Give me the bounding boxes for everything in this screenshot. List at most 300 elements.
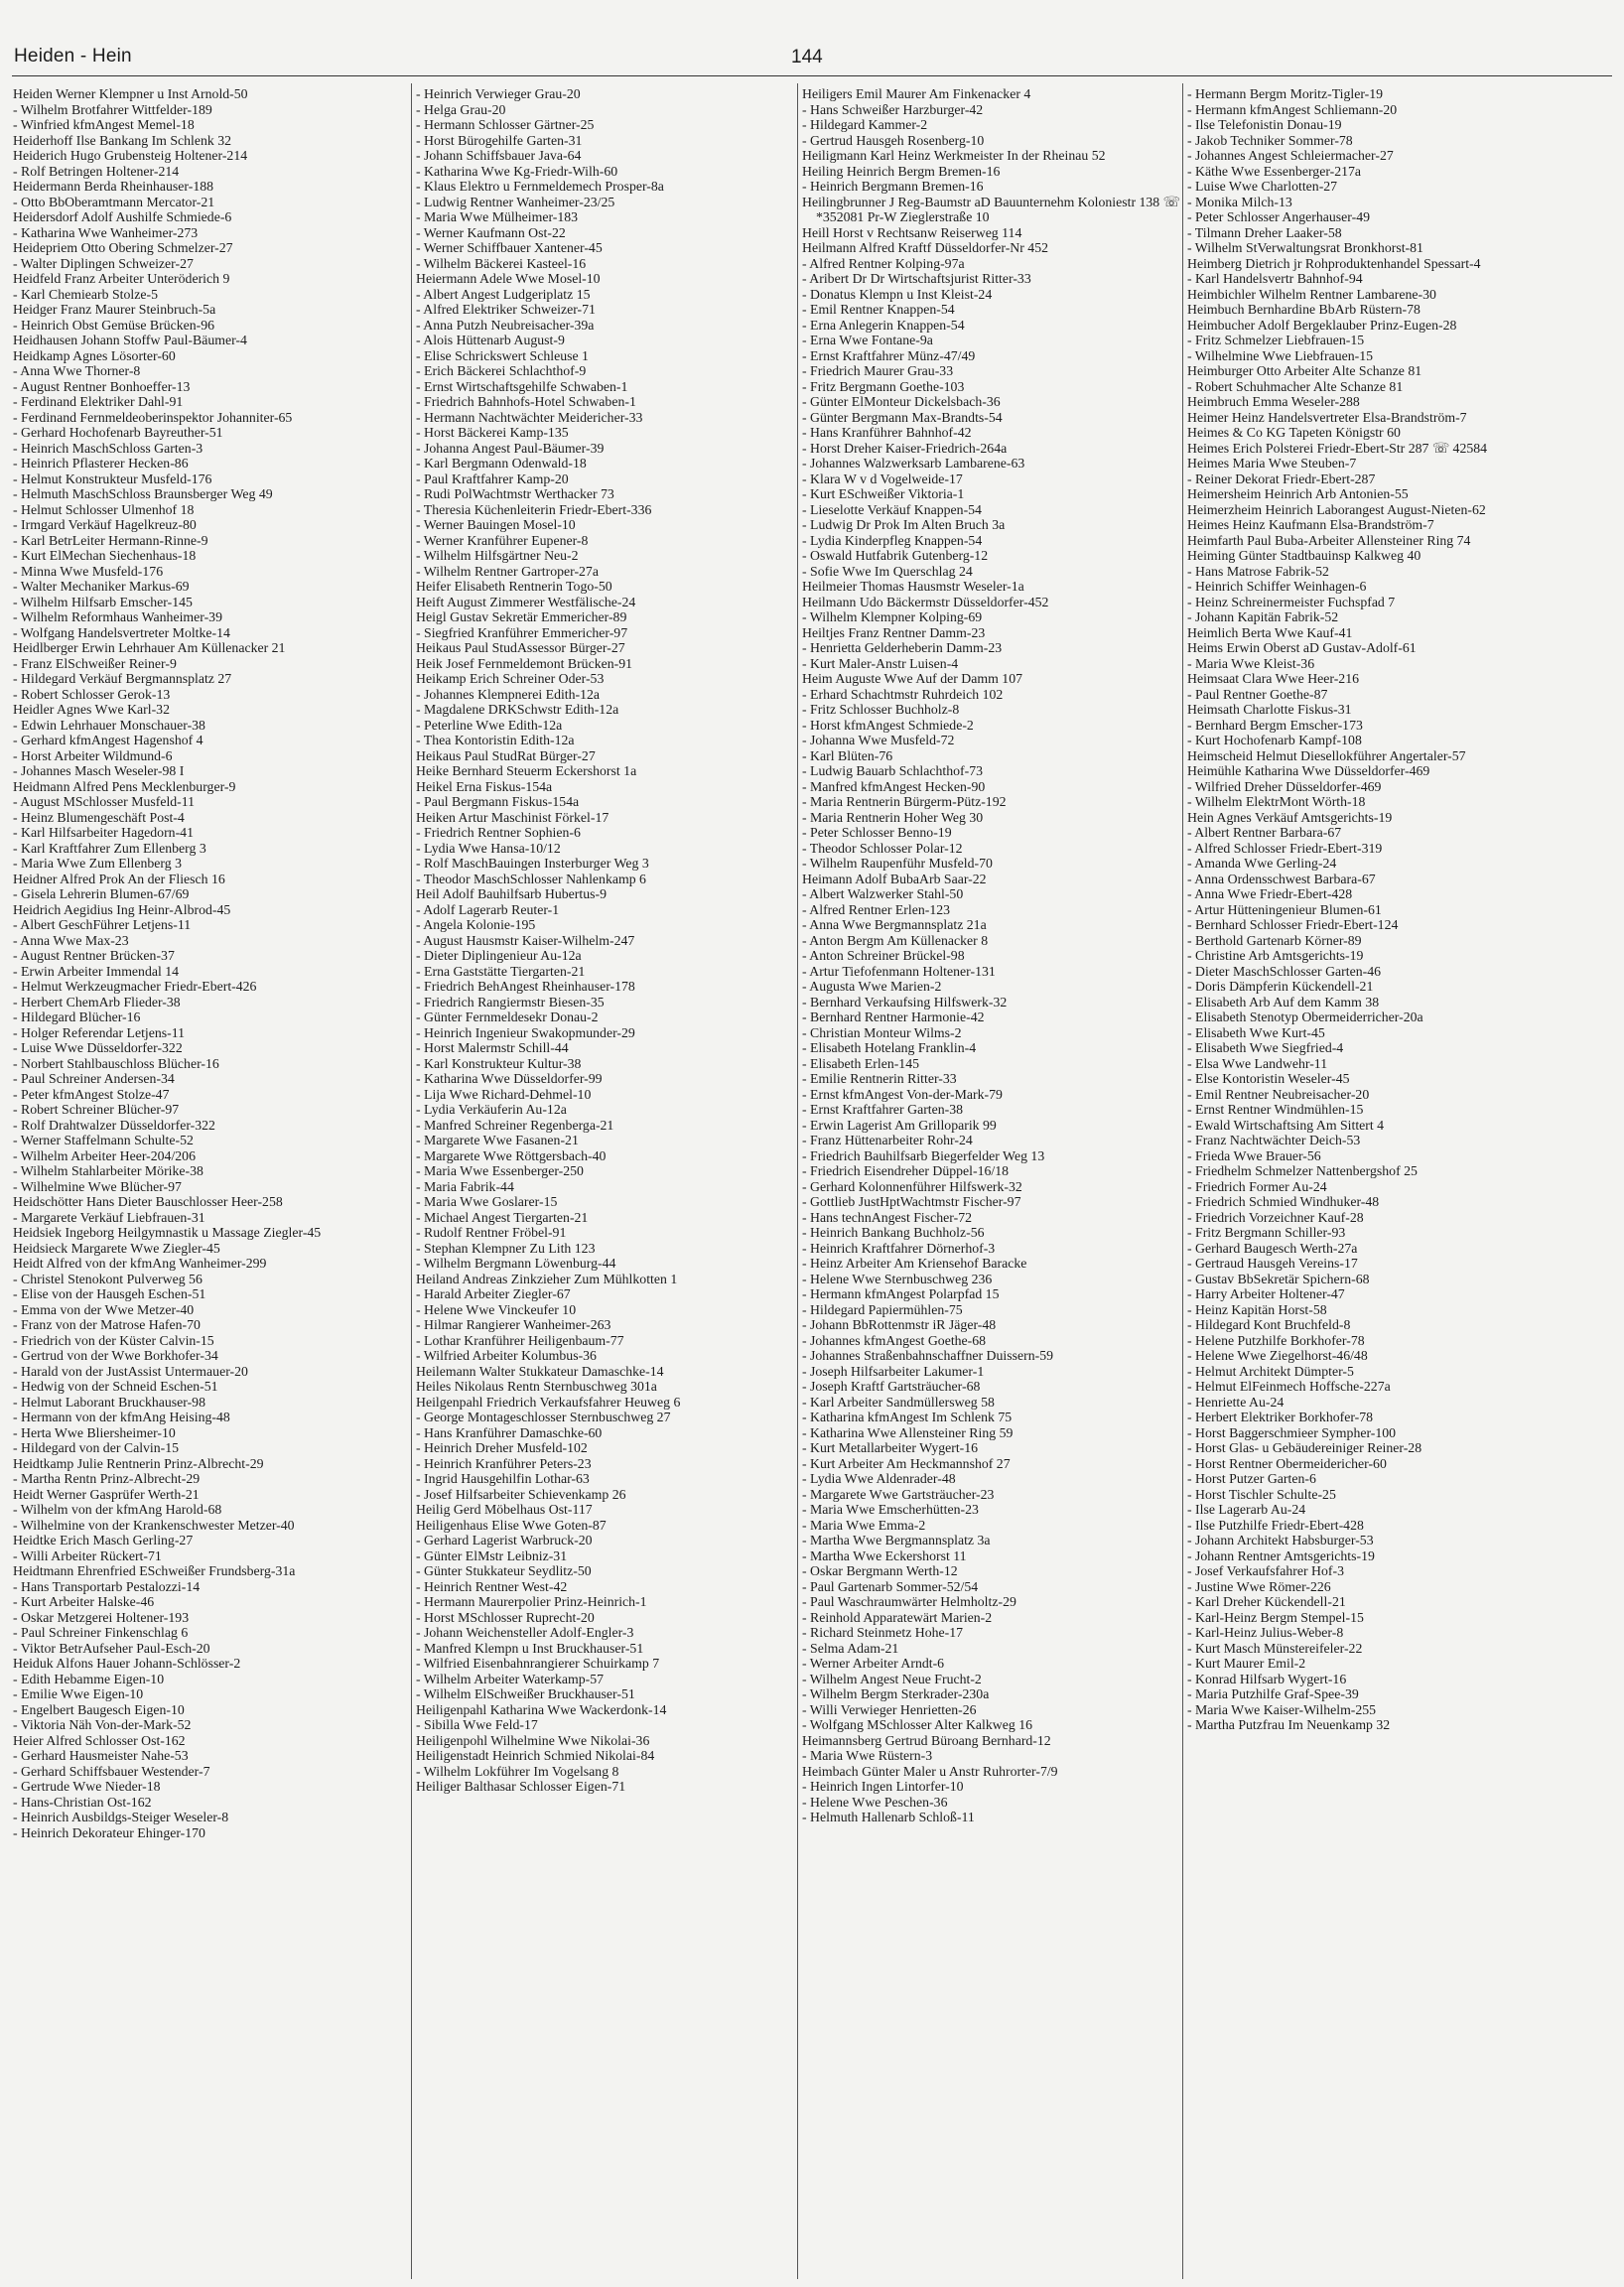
directory-entry: - August MSchlosser Musfeld-11 [13, 794, 196, 809]
directory-entry: - Winfried kfmAngest Memel-18 [13, 117, 195, 132]
directory-entry: Heidkamp Agnes Lösorter-60 [13, 347, 176, 363]
directory-entry: Heiligenstadt Heinrich Schmied Nikolai-84 [416, 1748, 655, 1763]
directory-entry: - Katharina Wwe Düsseldorfer-99 [416, 1071, 603, 1086]
directory-entry: - Willi Arbeiter Rückert-71 [13, 1547, 162, 1563]
directory-entry: - Anna Wwe Bergmannsplatz 21a [802, 917, 987, 932]
directory-entry: - Heinz Blumengeschäft Post-4 [13, 809, 185, 825]
directory-entry: Heimbichler Wilhelm Rentner Lambarene-30 [1187, 286, 1436, 302]
directory-entry: - Heinrich Kraftfahrer Dörnerhof-3 [802, 1240, 996, 1256]
directory-entry: - Wilhelmine Wwe Blücher-97 [13, 1178, 182, 1194]
directory-entry: - Willi Verwieger Henrietten-26 [802, 1701, 977, 1717]
directory-entry: - Erich Bäckerei Schlachthof-9 [416, 363, 587, 378]
directory-entry: - Bernhard Bergm Emscher-173 [1187, 717, 1363, 733]
directory-entry: - Manfred kfmAngest Hecken-90 [802, 778, 986, 794]
directory-entry: - Helmut Werkzeugmacher Friedr-Ebert-426 [13, 979, 257, 994]
directory-entry: - Hermann Bergm Moritz-Tigler-19 [1187, 86, 1384, 101]
directory-entry: - Frieda Wwe Brauer-56 [1187, 1147, 1321, 1163]
directory-entry: Heidt Alfred von der kfmAng Wanheimer-299 [13, 1256, 267, 1271]
directory-entry: - Hans Kranführer Damaschke-60 [416, 1424, 603, 1440]
directory-entry: - Horst Bürogehilfe Garten-31 [416, 132, 583, 148]
directory-entry: Hein Agnes Verkäuf Amtsgerichts-19 [1187, 809, 1393, 825]
directory-entry: - Elsa Wwe Landwehr-11 [1187, 1055, 1328, 1071]
directory-entry: Heikel Erna Fiskus-154a [416, 778, 553, 794]
directory-entry: - Michael Angest Tiergarten-21 [416, 1209, 589, 1225]
directory-entry: - Emma von der Wwe Metzer-40 [13, 1301, 195, 1317]
directory-entry: - Viktoria Näh Von-der-Mark-52 [13, 1717, 192, 1732]
directory-entry: - Peter kfmAngest Stolze-47 [13, 1086, 170, 1102]
directory-entry: - Edwin Lehrhauer Monschauer-38 [13, 717, 205, 733]
directory-entry: - Luise Wwe Charlotten-27 [1187, 179, 1338, 194]
directory-entry: - Hermann Nachtwächter Meidericher-33 [416, 409, 643, 425]
directory-entry: - Hermann Maurerpolier Prinz-Heinrich-1 [416, 1594, 647, 1609]
directory-entry: Heidger Franz Maurer Steinbruch-5a [13, 302, 216, 317]
directory-entry: - Heinrich Verwieger Grau-20 [416, 86, 581, 101]
directory-entry: - Gustav BbSekretär Spichern-68 [1187, 1271, 1370, 1286]
directory-entry: - Martha Rentn Prinz-Albrecht-29 [13, 1471, 201, 1486]
directory-entry: - Wilhelm Klempner Kolping-69 [802, 609, 983, 624]
directory-entry: - Wilhelm Raupenführ Musfeld-70 [802, 856, 993, 871]
directory-entry: Heim Auguste Wwe Auf der Damm 107 [802, 671, 1022, 686]
directory-entry: - Walter Mechaniker Markus-69 [13, 579, 190, 594]
directory-entry: - Fritz Bergmann Goethe-103 [802, 378, 965, 394]
directory-entry: - Werner Arbeiter Arndt-6 [802, 1656, 945, 1671]
directory-entry: - Albert Angest Ludgeriplatz 15 [416, 286, 591, 302]
directory-entry: - Paul Waschraumwärter Helmholtz-29 [802, 1594, 1016, 1609]
directory-entry: - Paul Kraftfahrer Kamp-20 [416, 471, 569, 486]
directory-entry: - Rolf Drahtwalzer Düsseldorfer-322 [13, 1117, 215, 1133]
directory-entry: Heiermann Adele Wwe Mosel-10 [416, 271, 601, 286]
directory-entry: - Katharina Wwe Kg-Friedr-Wilh-60 [416, 163, 618, 179]
directory-entry: - Friedrich von der Küster Calvin-15 [13, 1332, 214, 1348]
directory-entry: - Bernhard Rentner Harmonie-42 [802, 1009, 985, 1024]
directory-entry: - Lija Wwe Richard-Dehmel-10 [416, 1086, 592, 1102]
directory-entry: - Johannes Klempnerei Edith-12a [416, 686, 601, 702]
directory-entry: Heilig Gerd Möbelhaus Ost-117 [416, 1502, 593, 1517]
directory-entry: - Martha Putzfrau Im Neuenkamp 32 [1187, 1717, 1391, 1732]
directory-entry: - Katharina Wwe Allensteiner Ring 59 [802, 1424, 1014, 1440]
directory-entry: - Tilmann Dreher Laaker-58 [1187, 224, 1342, 240]
directory-entry: - Monika Milch-13 [1187, 194, 1292, 209]
directory-entry: - Lieselotte Verkäuf Knappen-54 [802, 501, 982, 517]
directory-entry: - Katharina Wwe Wanheimer-273 [13, 224, 199, 240]
directory-entry: - Karl Chemiearb Stolze-5 [13, 286, 158, 302]
directory-entry: Heiden Werner Klempner u Inst Arnold-50 [13, 86, 248, 101]
directory-entry: - Heinrich Dekorateur Ehinger-170 [13, 1824, 205, 1840]
directory-entry: - Maria Wwe Mülheimer-183 [416, 209, 579, 224]
directory-entry: - Ludwig Dr Prok Im Alten Bruch 3a [802, 517, 1006, 532]
directory-entry: Heimsaat Clara Wwe Heer-216 [1187, 671, 1360, 686]
directory-entry: Heidersdorf Adolf Aushilfe Schmiede-6 [13, 209, 232, 224]
directory-entry: - Wilhelm Rentner Gartroper-27a [416, 563, 599, 579]
directory-entry: Heimer Heinz Handelsvertreter Elsa-Brandström-7 [1187, 409, 1467, 425]
directory-entry: - Horst Bäckerei Kamp-135 [416, 425, 569, 440]
directory-entry: - Horst MSchlosser Ruprecht-20 [416, 1609, 595, 1625]
directory-entry: - Albert Rentner Barbara-67 [1187, 825, 1342, 840]
directory-entry: - Paul Bergmann Fiskus-154a [416, 794, 580, 809]
directory-entry: - Paul Rentner Goethe-87 [1187, 686, 1328, 702]
directory-entry: - Günter Stukkateur Seydlitz-50 [416, 1563, 592, 1578]
directory-entry: - Hans technAngest Fischer-72 [802, 1209, 972, 1225]
directory-entry: - Horst Putzer Garten-6 [1187, 1471, 1316, 1486]
directory-entry: - Gerhard Hochofenarb Bayreuther-51 [13, 425, 223, 440]
directory-entry: Heiken Artur Maschinist Förkel-17 [416, 809, 609, 825]
directory-entry: - Helene Wwe Sternbuschweg 236 [802, 1271, 993, 1286]
directory-entry: - Lydia Kinderpfleg Knappen-54 [802, 532, 983, 548]
directory-entry: Heifer Elisabeth Rentnerin Togo-50 [416, 579, 612, 594]
directory-entry: - Otto BbOberamtmann Mercator-21 [13, 194, 215, 209]
directory-entry: Heimes Heinz Kaufmann Elsa-Brandström-7 [1187, 517, 1434, 532]
directory-entry: - Heinrich Bergmann Bremen-16 [802, 179, 984, 194]
directory-entry: Heidschötter Hans Dieter Bauschlosser Heer-258 [13, 1194, 283, 1209]
directory-entry: - Klara W v d Vogelweide-17 [802, 471, 963, 486]
directory-entry: Heiland Andreas Zinkzieher Zum Mühlkotten 1 [416, 1271, 678, 1286]
directory-entry: - Helmut Konstrukteur Musfeld-176 [13, 471, 212, 486]
directory-entry: Heilgenpahl Friedrich Verkaufsfahrer Heuweg 6 [416, 1394, 681, 1410]
directory-entry: Heiltjes Franz Rentner Damm-23 [802, 624, 986, 640]
directory-entry: - Johanna Angest Paul-Bäumer-39 [416, 440, 605, 456]
directory-entry: - Harald von der JustAssist Untermauer-20 [13, 1363, 248, 1379]
directory-entry: - Friedrich Bauhilfsarb Biegerfelder Weg 13 [802, 1147, 1045, 1163]
directory-entry: - Reiner Dekorat Friedr-Ebert-287 [1187, 471, 1376, 486]
directory-entry: Heiderich Hugo Grubensteig Holtener-214 [13, 148, 248, 163]
directory-entry: - Heinrich Dreher Musfeld-102 [416, 1440, 588, 1455]
directory-entry: - Günter Bergmann Max-Brandts-54 [802, 409, 1003, 425]
directory-entry: - Maria Putzhilfe Graf-Spee-39 [1187, 1686, 1359, 1701]
directory-entry: - Theodor MaschSchlosser Nahlenkamp 6 [416, 871, 646, 886]
directory-entry: - Wilhelm Lokführer Im Vogelsang 8 [416, 1763, 619, 1779]
directory-entry: - Gisela Lehrerin Blumen-67/69 [13, 886, 190, 901]
directory-entry: - Helmut ElFeinmech Hoffsche-227a [1187, 1379, 1391, 1394]
directory-entry: - Ilse Lagerarb Au-24 [1187, 1502, 1306, 1517]
directory-entry: - Gerhard Baugesch Werth-27a [1187, 1240, 1358, 1256]
directory-entry: - Johannes Masch Weseler-98 I [13, 763, 185, 778]
directory-entry: Heift August Zimmerer Westfälische-24 [416, 594, 636, 609]
directory-entry: Heikamp Erich Schreiner Oder-53 [416, 671, 605, 686]
directory-entry: - Heinz Kapitän Horst-58 [1187, 1301, 1327, 1317]
directory-entry: - Erwin Lagerist Am Grilloparik 99 [802, 1117, 997, 1133]
directory-entry: - Sofie Wwe Im Querschlag 24 [802, 563, 973, 579]
directory-entry: - Ludwig Rentner Wanheimer-23/25 [416, 194, 615, 209]
directory-entry: - Helmuth Hallenarb Schloß-11 [802, 1810, 975, 1824]
directory-entry: - Johannes Straßenbahnschaffner Duissern-59 [802, 1348, 1053, 1363]
directory-entry: - Elisabeth Wwe Kurt-45 [1187, 1024, 1325, 1040]
directory-entry: - Heinrich Ingenieur Swakopmunder-29 [416, 1024, 635, 1040]
directory-entry: - Wilhelm Arbeiter Heer-204/206 [13, 1147, 196, 1163]
directory-entry: Heidfeld Franz Arbeiter Unteröderich 9 [13, 271, 230, 286]
directory-entry: - Gerhard Schiffsbauer Westender-7 [13, 1763, 210, 1779]
directory-entry: - Hans Kranführer Bahnhof-42 [802, 425, 972, 440]
directory-entry: - Hildegard Papiermühlen-75 [802, 1301, 963, 1317]
directory-entry: Heiligmann Karl Heinz Werkmeister In der Rheinau 52 [802, 148, 1106, 163]
directory-entry: - Wilfried Eisenbahnrangierer Schuirkamp 7 [416, 1656, 660, 1671]
directory-entry: - Heinrich Pflasterer Hecken-86 [13, 456, 189, 471]
directory-entry: - Henrietta Gelderheberin Damm-23 [802, 640, 1003, 655]
directory-entry: - Emil Rentner Neubreisacher-20 [1187, 1086, 1370, 1102]
directory-entry: - Joseph Hilfsarbeiter Lakumer-1 [802, 1363, 985, 1379]
directory-entry: - Hildegard Blücher-16 [13, 1009, 141, 1024]
directory-entry: - Erna Wwe Fontane-9a [802, 333, 933, 347]
directory-entry: - Paul Gartenarb Sommer-52/54 [802, 1578, 979, 1594]
directory-entry: Heidtkamp Julie Rentnerin Prinz-Albrecht-29 [13, 1455, 264, 1471]
directory-entry: Heier Alfred Schlosser Ost-162 [13, 1732, 186, 1748]
directory-entry: - Kurt ESchweißer Viktoria-1 [802, 486, 965, 501]
directory-entry: - Martha Wwe Eckershorst 11 [802, 1547, 967, 1563]
header-rule [12, 75, 1612, 76]
directory-entry: - Joseph Kraftf Gartsträucher-68 [802, 1379, 981, 1394]
directory-entry: Heimannsberg Gertrud Büroang Bernhard-12 [802, 1732, 1051, 1748]
directory-entry: - Johann Weichensteller Adolf-Engler-3 [416, 1625, 634, 1640]
directory-entry: - Margarete Verkäuf Liebfrauen-31 [13, 1209, 205, 1225]
directory-entry: - Albert Walzwerker Stahl-50 [802, 886, 964, 901]
directory-entry: - Robert Schuhmacher Alte Schanze 81 [1187, 378, 1404, 394]
directory-entry: - Heinrich Bankang Buchholz-56 [802, 1225, 985, 1240]
directory-entry: - Wilhelm Stahlarbeiter Mörike-38 [13, 1163, 203, 1178]
directory-entry: - Helene Wwe Vinckeufer 10 [416, 1301, 577, 1317]
directory-entry: - Herbert Elektriker Borkhofer-78 [1187, 1410, 1374, 1424]
directory-entry: - Horst Baggerschmieer Sympher-100 [1187, 1424, 1397, 1440]
directory-entry: - Maria Wwe Goslarer-15 [416, 1194, 558, 1209]
directory-entry: - Karl Arbeiter Sandmüllersweg 58 [802, 1394, 995, 1410]
directory-entry: - Wilhelm Brotfahrer Wittfelder-189 [13, 101, 212, 117]
directory-entry: - Wilhelm Bergm Sterkrader-230a [802, 1686, 990, 1701]
directory-entry: - Klaus Elektro u Fernmeldemech Prosper-8a [416, 179, 664, 194]
directory-entry: Heimbuch Bernhardine BbArb Rüstern-78 [1187, 302, 1421, 317]
directory-entry: - Gerhard kfmAngest Hagenshof 4 [13, 733, 203, 747]
directory-entry: Heimfarth Paul Buba-Arbeiter Allensteiner Ring 74 [1187, 532, 1471, 548]
directory-entry: - Manfred Schreiner Regenberga-21 [416, 1117, 614, 1133]
directory-entry: - Wolfgang Handelsvertreter Moltke-14 [13, 624, 230, 640]
directory-entry: - Friedrich Former Au-24 [1187, 1178, 1327, 1194]
directory-entry: - Hans Transportarb Pestalozzi-14 [13, 1578, 201, 1594]
directory-entry: - Artur Hütteningenieur Blumen-61 [1187, 901, 1382, 917]
directory-entry: - Edith Hebamme Eigen-10 [13, 1671, 165, 1686]
directory-entry: Heimscheid Helmut Diesellokführer Angertaler-57 [1187, 747, 1466, 763]
directory-entry: - Maria Wwe Rüstern-3 [802, 1748, 933, 1763]
directory-entry: - Friedrich Bahnhofs-Hotel Schwaben-1 [416, 394, 636, 409]
directory-entry: Heimburger Otto Arbeiter Alte Schanze 81 [1187, 363, 1422, 378]
directory-entry: Heimühle Katharina Wwe Düsseldorfer-469 [1187, 763, 1430, 778]
directory-entry: - Peter Schlosser Benno-19 [802, 825, 952, 840]
directory-entry: - Alfred Rentner Erlen-123 [802, 901, 951, 917]
directory-entry: - Rolf Betringen Holtener-214 [13, 163, 180, 179]
directory-entry: Heikaus Paul StudRat Bürger-27 [416, 747, 596, 763]
directory-entry: Heiliger Balthasar Schlosser Eigen-71 [416, 1779, 626, 1794]
directory-entry: - Hermann kfmAngest Schliemann-20 [1187, 101, 1398, 117]
directory-entry: - Hildegard Kont Bruchfeld-8 [1187, 1317, 1351, 1332]
directory-entry: - Elisabeth Arb Auf dem Kamm 38 [1187, 994, 1380, 1009]
directory-entry: - Walter Diplingen Schweizer-27 [13, 255, 194, 271]
directory-entry: - Hildegard Verkäuf Bergmannsplatz 27 [13, 671, 232, 686]
directory-entry: - Ilse Telefonistin Donau-19 [1187, 117, 1342, 132]
directory-entry: - Johann Architekt Habsburger-53 [1187, 1533, 1374, 1547]
directory-entry: - Katharina kfmAngest Im Schlenk 75 [802, 1410, 1013, 1424]
directory-entry: - Paul Schreiner Finkenschlag 6 [13, 1625, 189, 1640]
directory-entry: - Hans-Christian Ost-162 [13, 1794, 152, 1810]
directory-entry: - Harry Arbeiter Holtener-47 [1187, 1286, 1345, 1301]
directory-entry: Heimerzheim Heinrich Laborangest August-Nieten-62 [1187, 501, 1486, 517]
directory-entry: - Oskar Bergmann Werth-12 [802, 1563, 958, 1578]
directory-entry: - Friedrich Maurer Grau-33 [802, 363, 954, 378]
directory-entry: - Franz ElSchweißer Reiner-9 [13, 655, 177, 671]
directory-entry: - Albert GeschFührer Letjens-11 [13, 917, 192, 932]
directory-entry: - Kurt Hochofenarb Kampf-108 [1187, 733, 1362, 747]
directory-entry: - Wilhelmine Wwe Liebfrauen-15 [1187, 347, 1374, 363]
directory-entry: - Magdalene DRKSchwstr Edith-12a [416, 702, 619, 717]
directory-entry: - Heinrich Obst Gemüse Brücken-96 [13, 317, 215, 333]
directory-entry: Heiles Nikolaus Rentn Sternbuschweg 301a [416, 1379, 657, 1394]
directory-entry: Heikaus Paul StudAssessor Bürger-27 [416, 640, 625, 655]
directory-entry: - Heinz Arbeiter Am Kriensehof Baracke [802, 1256, 1027, 1271]
directory-entry: - Wilhelm Angest Neue Frucht-2 [802, 1671, 982, 1686]
directory-entry: - Christel Stenokont Pulverweg 56 [13, 1271, 203, 1286]
directory-entry: - Adolf Lagerarb Reuter-1 [416, 901, 560, 917]
directory-entry: - Karl Dreher Kückendell-21 [1187, 1594, 1346, 1609]
directory-entry: - Robert Schreiner Blücher-97 [13, 1102, 180, 1117]
directory-entry: Heimlich Berta Wwe Kauf-41 [1187, 624, 1353, 640]
directory-entry: Heimbach Günter Maler u Anstr Ruhrorter-7/9 [802, 1763, 1058, 1779]
directory-entry: - Werner Kranführer Eupener-8 [416, 532, 589, 548]
directory-entry: - Robert Schlosser Gerok-13 [13, 686, 171, 702]
directory-entry: - Heinrich Rentner West-42 [416, 1578, 568, 1594]
directory-entry: Heidhausen Johann Stoffw Paul-Bäumer-4 [13, 333, 247, 347]
directory-entry: - Helga Grau-20 [416, 101, 506, 117]
directory-entry: - Jakob Techniker Sommer-78 [1187, 132, 1353, 148]
directory-entry: - Doris Dämpferin Kückendell-21 [1187, 979, 1374, 994]
directory-entry: - Erwin Arbeiter Immendal 14 [13, 963, 180, 979]
directory-entry: - Christine Arb Amtsgerichts-19 [1187, 948, 1364, 963]
directory-entry: - Horst Rentner Obermeidericher-60 [1187, 1455, 1387, 1471]
directory-entry: - Helene Putzhilfe Borkhofer-78 [1187, 1332, 1365, 1348]
directory-entry: - Elise Schrickswert Schleuse 1 [416, 347, 589, 363]
directory-entry: - Margarete Wwe Gartsträucher-23 [802, 1486, 995, 1502]
directory-entry: Heiduk Alfons Hauer Johann-Schlösser-2 [13, 1656, 241, 1671]
directory-entry: - Hildegard Kammer-2 [802, 117, 928, 132]
directory-entry: - Emil Rentner Knappen-54 [802, 302, 955, 317]
directory-entry: - Erhard Schachtmstr Ruhrdeich 102 [802, 686, 1004, 702]
directory-entry: - Anna Ordensschwest Barbara-67 [1187, 871, 1376, 886]
directory-entry: Heimbucher Adolf Bergeklauber Prinz-Eugen-28 [1187, 317, 1457, 333]
directory-entry: - Alois Hüttenarb August-9 [416, 333, 565, 347]
directory-entry: Heidermann Berda Rheinhauser-188 [13, 179, 214, 194]
directory-entry: - Rudi PolWachtmstr Werthacker 73 [416, 486, 614, 501]
directory-entry: - Helmut Schlosser Ulmenhof 18 [13, 501, 195, 517]
directory-entry: - Selma Adam-21 [802, 1640, 899, 1656]
page-title: Heiden - Hein [14, 46, 132, 67]
directory-entry: - Werner Schiffbauer Xantener-45 [416, 240, 603, 255]
directory-entry: - Paul Schreiner Andersen-34 [13, 1071, 175, 1086]
directory-entry: - Minna Wwe Musfeld-176 [13, 563, 164, 579]
directory-entry: - Christian Monteur Wilms-2 [802, 1024, 962, 1040]
directory-entry: - Hildegard von der Calvin-15 [13, 1440, 180, 1455]
directory-entry: - Helmuth MaschSchloss Braunsberger Weg 49 [13, 486, 273, 501]
directory-entry: - Karl Hilfsarbeiter Hagedorn-41 [13, 825, 194, 840]
directory-entry: - Günter ElMonteur Dickelsbach-36 [802, 394, 1001, 409]
directory-entry: Heiligenpahl Katharina Wwe Wackerdonk-14 [416, 1701, 667, 1717]
directory-entry: - Elisabeth Wwe Siegfried-4 [1187, 1040, 1344, 1055]
directory-entry: Heimersheim Heinrich Arb Antonien-55 [1187, 486, 1409, 501]
directory-entry: - Friedrich BehAngest Rheinhauser-178 [416, 979, 635, 994]
directory-entry: - Ewald Wirtschaftsing Am Sittert 4 [1187, 1117, 1385, 1133]
directory-entry: Heidrich Aegidius Ing Heinr-Albrod-45 [13, 901, 231, 917]
directory-entry: - Hermann von der kfmAng Heising-48 [13, 1410, 230, 1424]
directory-entry: - Ferdinand Elektriker Dahl-91 [13, 394, 184, 409]
directory-entry: - Anton Bergm Am Küllenacker 8 [802, 932, 989, 948]
directory-entry: - Wilfried Arbeiter Kolumbus-36 [416, 1348, 597, 1363]
directory-entry: Heiligenhaus Elise Wwe Goten-87 [416, 1517, 607, 1533]
directory-entry: Heidsieck Margarete Wwe Ziegler-45 [13, 1240, 220, 1256]
directory-entry: - Kurt Arbeiter Am Heckmannshof 27 [802, 1455, 1011, 1471]
directory-entry: - Heinrich Ausbildgs-Steiger Weseler-8 [13, 1810, 229, 1824]
directory-entry: - Maria Fabrik-44 [416, 1178, 514, 1194]
directory-entry: - Gertrude Wwe Nieder-18 [13, 1779, 161, 1794]
directory-entry: - Maria Wwe Emma-2 [802, 1517, 926, 1533]
directory-entry: - Thea Kontoristin Edith-12a [416, 733, 575, 747]
directory-entry: - Ludwig Bauarb Schlachthof-73 [802, 763, 983, 778]
directory-entry: Heiligers Emil Maurer Am Finkenacker 4 [802, 86, 1031, 101]
directory-entry: - Wilhelm von der kfmAng Harold-68 [13, 1502, 222, 1517]
directory-entry: Heike Bernhard Steuerm Eckershorst 1a [416, 763, 637, 778]
directory-entry: - Horst kfmAngest Schmiede-2 [802, 717, 974, 733]
directory-entry: Heilmann Alfred Kraftf Düsseldorfer-Nr 452 [802, 240, 1048, 255]
directory-entry: - Franz Hüttenarbeiter Rohr-24 [802, 1133, 973, 1147]
directory-entry: - Karl Handelsvertr Bahnhof-94 [1187, 271, 1363, 286]
directory-entry: - Karl-Heinz Bergm Stempel-15 [1187, 1609, 1364, 1625]
directory-entry: - Luise Wwe Düsseldorfer-322 [13, 1040, 183, 1055]
directory-entry: - Dieter Diplingenieur Au-12a [416, 948, 582, 963]
directory-entry: - Gerhard Lagerist Warbruck-20 [416, 1533, 593, 1547]
directory-entry: - Friedrich Vorzeichner Kauf-28 [1187, 1209, 1364, 1225]
directory-entry: - Angela Kolonie-195 [416, 917, 536, 932]
directory-entry: - Margarete Wwe Röttgersbach-40 [416, 1147, 607, 1163]
directory-entry: - Alfred Elektriker Schweizer-71 [416, 302, 596, 317]
directory-entry: - Reinhold Apparatewärt Marien-2 [802, 1609, 993, 1625]
directory-entry: Heidler Agnes Wwe Karl-32 [13, 702, 170, 717]
directory-entry: - Wilhelm StVerwaltungsrat Bronkhorst-81 [1187, 240, 1423, 255]
directory-entry: Heill Horst v Rechtsanw Reiserweg 114 [802, 224, 1022, 240]
directory-entry: - Maria Rentnerin Hoher Weg 30 [802, 809, 984, 825]
directory-entry: - Hermann Schlosser Gärtner-25 [416, 117, 595, 132]
directory-entry: Heilmeier Thomas Hausmstr Weseler-1a [802, 579, 1024, 594]
directory-entry: - Heinrich MaschSchloss Garten-3 [13, 440, 203, 456]
directory-entry: - Artur Tiefofenmann Holtener-131 [802, 963, 996, 979]
directory-entry: Heik Josef Fernmeldemont Brücken-91 [416, 655, 633, 671]
directory-entry: - Bernhard Verkaufsing Hilfswerk-32 [802, 994, 1008, 1009]
directory-entry: - Rolf MaschBauingen Insterburger Weg 3 [416, 856, 649, 871]
directory-entry: - Hermann kfmAngest Polarpfad 15 [802, 1286, 1000, 1301]
directory-entry: - Augusta Wwe Marien-2 [802, 979, 942, 994]
directory-entry: - Alfred Rentner Kolping-97a [802, 255, 965, 271]
directory-entry: - Maria Wwe Emscherhütten-23 [802, 1502, 979, 1517]
directory-entry: - Aribert Dr Dr Wirtschaftsjurist Ritter-33 [802, 271, 1031, 286]
directory-entry: - Ingrid Hausgehilfin Lothar-63 [416, 1471, 590, 1486]
directory-entry: - Theresia Küchenleiterin Friedr-Ebert-336 [416, 501, 652, 517]
directory-entry: - Horst Tischler Schulte-25 [1187, 1486, 1336, 1502]
directory-entry: - Kurt ElMechan Siechenhaus-18 [13, 548, 197, 563]
directory-entry: Heigl Gustav Sekretär Emmericher-89 [416, 609, 627, 624]
directory-entry: - Helmut Laborant Bruckhauser-98 [13, 1394, 205, 1410]
directory-entry: - Erna Anlegerin Knappen-54 [802, 317, 965, 333]
directory-entry: - George Montageschlosser Sternbuschweg 27 [416, 1410, 671, 1424]
directory-entry: - Berthold Gartenarb Körner-89 [1187, 932, 1362, 948]
directory-entry: - Werner Bauingen Mosel-10 [416, 517, 576, 532]
directory-entry: - Fritz Bergmann Schiller-93 [1187, 1225, 1346, 1240]
directory-entry: - Hans Schweißer Harzburger-42 [802, 101, 984, 117]
directory-entry: - Wilhelm Hilfsgärtner Neu-2 [416, 548, 579, 563]
directory-entry: Heimbruch Emma Weseler-288 [1187, 394, 1360, 409]
directory-entry: - Franz Nachtwächter Deich-53 [1187, 1133, 1361, 1147]
directory-entry: - Johannes Angest Schleiermacher-27 [1187, 148, 1394, 163]
directory-entry: - Lydia Wwe Hansa-10/12 [416, 840, 561, 856]
